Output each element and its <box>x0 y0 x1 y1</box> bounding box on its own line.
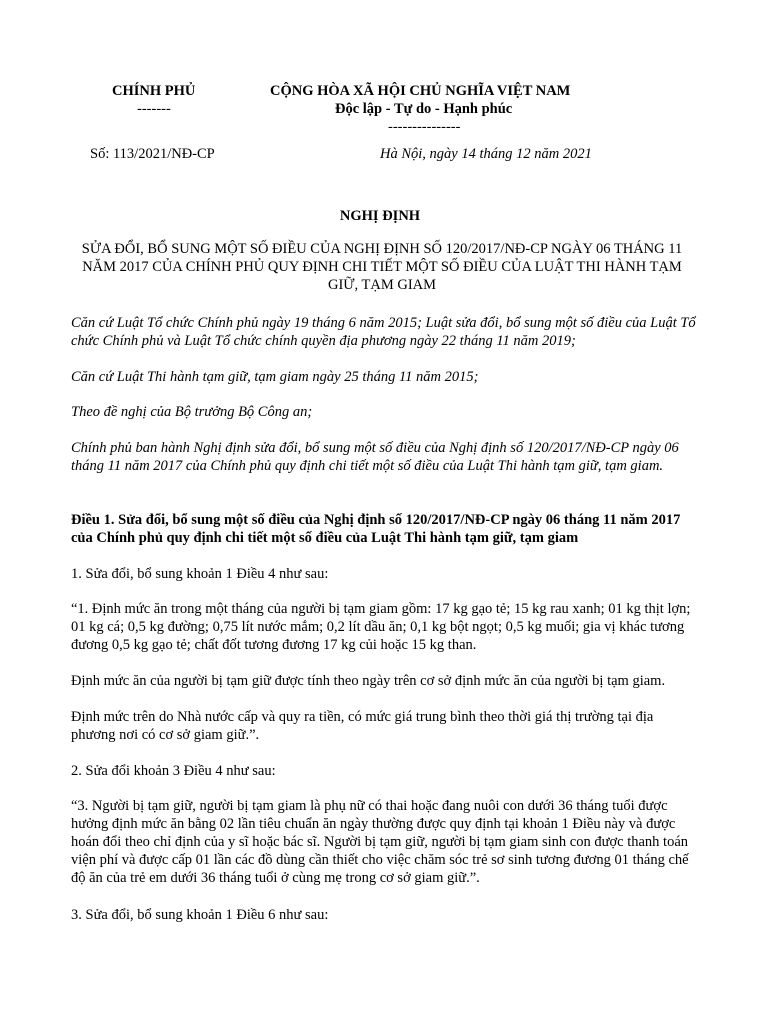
body-paragraph: 3. Sửa đổi, bổ sung khoản 1 Điều 6 như sau: <box>71 907 329 923</box>
body-paragraph: “3. Người bị tạm giữ, người bị tạm giam là phụ nữ có thai hoặc đang nuôi con dưới 36 tháng tuổi được hưởng định mức ăn bằng 02 lần tiêu chuẩn ăn ngày thường được quy định tại khoản 1 Điều này và được hoán đổi theo chỉ định của y sĩ hoặc bác sĩ. Người bị tạm giữ, người bị tạm giam sinh con được thanh toán viện phí và được cấp 01 lần các đồ dùng cần thiết cho việc chăm sóc trẻ sơ sinh tương đương 01 tháng chế độ ăn của trẻ em dưới 36 tháng tuổi ở cùng mẹ trong cơ sở giam giữ.”. <box>71 798 689 886</box>
motto-rule: --------------- <box>388 119 461 135</box>
document-number: Số: 113/2021/NĐ-CP <box>90 146 215 162</box>
body-paragraph: Định mức trên do Nhà nước cấp và quy ra tiền, có mức giá trung bình theo thời giá thị trường tại địa phương nơi có cơ sở giam giữ.”. <box>71 709 654 743</box>
issuer-name: CHÍNH PHỦ <box>112 83 196 99</box>
preamble-paragraph: Căn cứ Luật Tổ chức Chính phủ ngày 19 tháng 6 năm 2015; Luật sửa đổi, bổ sung một số điều của Luật Tổ chức Chính phủ và Luật Tổ chức chính quyền địa phương ngày 22 tháng 11 năm 2019; <box>71 315 696 349</box>
body-paragraph: 2. Sửa đổi khoản 3 Điều 4 như sau: <box>71 763 276 779</box>
place-date: Hà Nội, ngày 14 tháng 12 năm 2021 <box>380 146 592 162</box>
country-name: CỘNG HÒA XÃ HỘI CHỦ NGHĨA VIỆT NAM <box>270 83 571 99</box>
document-type: NGHỊ ĐỊNH <box>339 208 421 224</box>
body-paragraph: Định mức ăn của người bị tạm giữ được tính theo ngày trên cơ sở định mức ăn của người bị tạm giam. <box>71 673 666 689</box>
body-paragraph: “1. Định mức ăn trong một tháng của người bị tạm giam gồm: 17 kg gạo tẻ; 15 kg rau xanh; 01 kg thịt lợn; 01 kg cá; 0,5 kg đường; 0,75 lít nước mắm; 0,2 lít dầu ăn; 0,1 kg bột ngọt; 0,5 kg muối; gia vị khác tương đương 0,5 kg gạo tẻ; chất đốt tương đương 17 kg củi hoặc 15 kg than. <box>71 601 691 653</box>
document-title: SỬA ĐỔI, BỔ SUNG MỘT SỐ ĐIỀU CỦA NGHỊ ĐỊNH SỐ 120/2017/NĐ-CP NGÀY 06 THÁNG 11 NĂM 2017 CỦA CHÍNH PHỦ QUY ĐỊNH CHI TIẾT MỘT SỐ ĐIỀU CỦA LUẬT THI HÀNH TẠM GIỮ, TẠM GIAM <box>81 241 683 293</box>
national-motto: Độc lập - Tự do - Hạnh phúc <box>335 101 513 117</box>
preamble-paragraph: Chính phủ ban hành Nghị định sửa đổi, bổ sung một số điều của Nghị định số 120/2017/NĐ-CP ngày 06 tháng 11 năm 2017 của Chính phủ quy định chi tiết một số điều của Luật Thi hành tạm giữ, tạm giam. <box>71 440 679 474</box>
body-paragraph: 1. Sửa đổi, bổ sung khoản 1 Điều 4 như sau: <box>71 566 329 582</box>
article-heading: Điều 1. Sửa đổi, bổ sung một số điều của Nghị định số 120/2017/NĐ-CP ngày 06 tháng 11 năm 2017 của Chính phủ quy định chi tiết một số điều của Luật Thi hành tạm giữ, tạm giam <box>71 512 681 546</box>
issuer-rule: ------- <box>137 101 171 117</box>
preamble-paragraph: Theo đề nghị của Bộ trưởng Bộ Công an; <box>71 404 313 420</box>
preamble-paragraph: Căn cứ Luật Thi hành tạm giữ, tạm giam ngày 25 tháng 11 năm 2015; <box>71 369 479 385</box>
